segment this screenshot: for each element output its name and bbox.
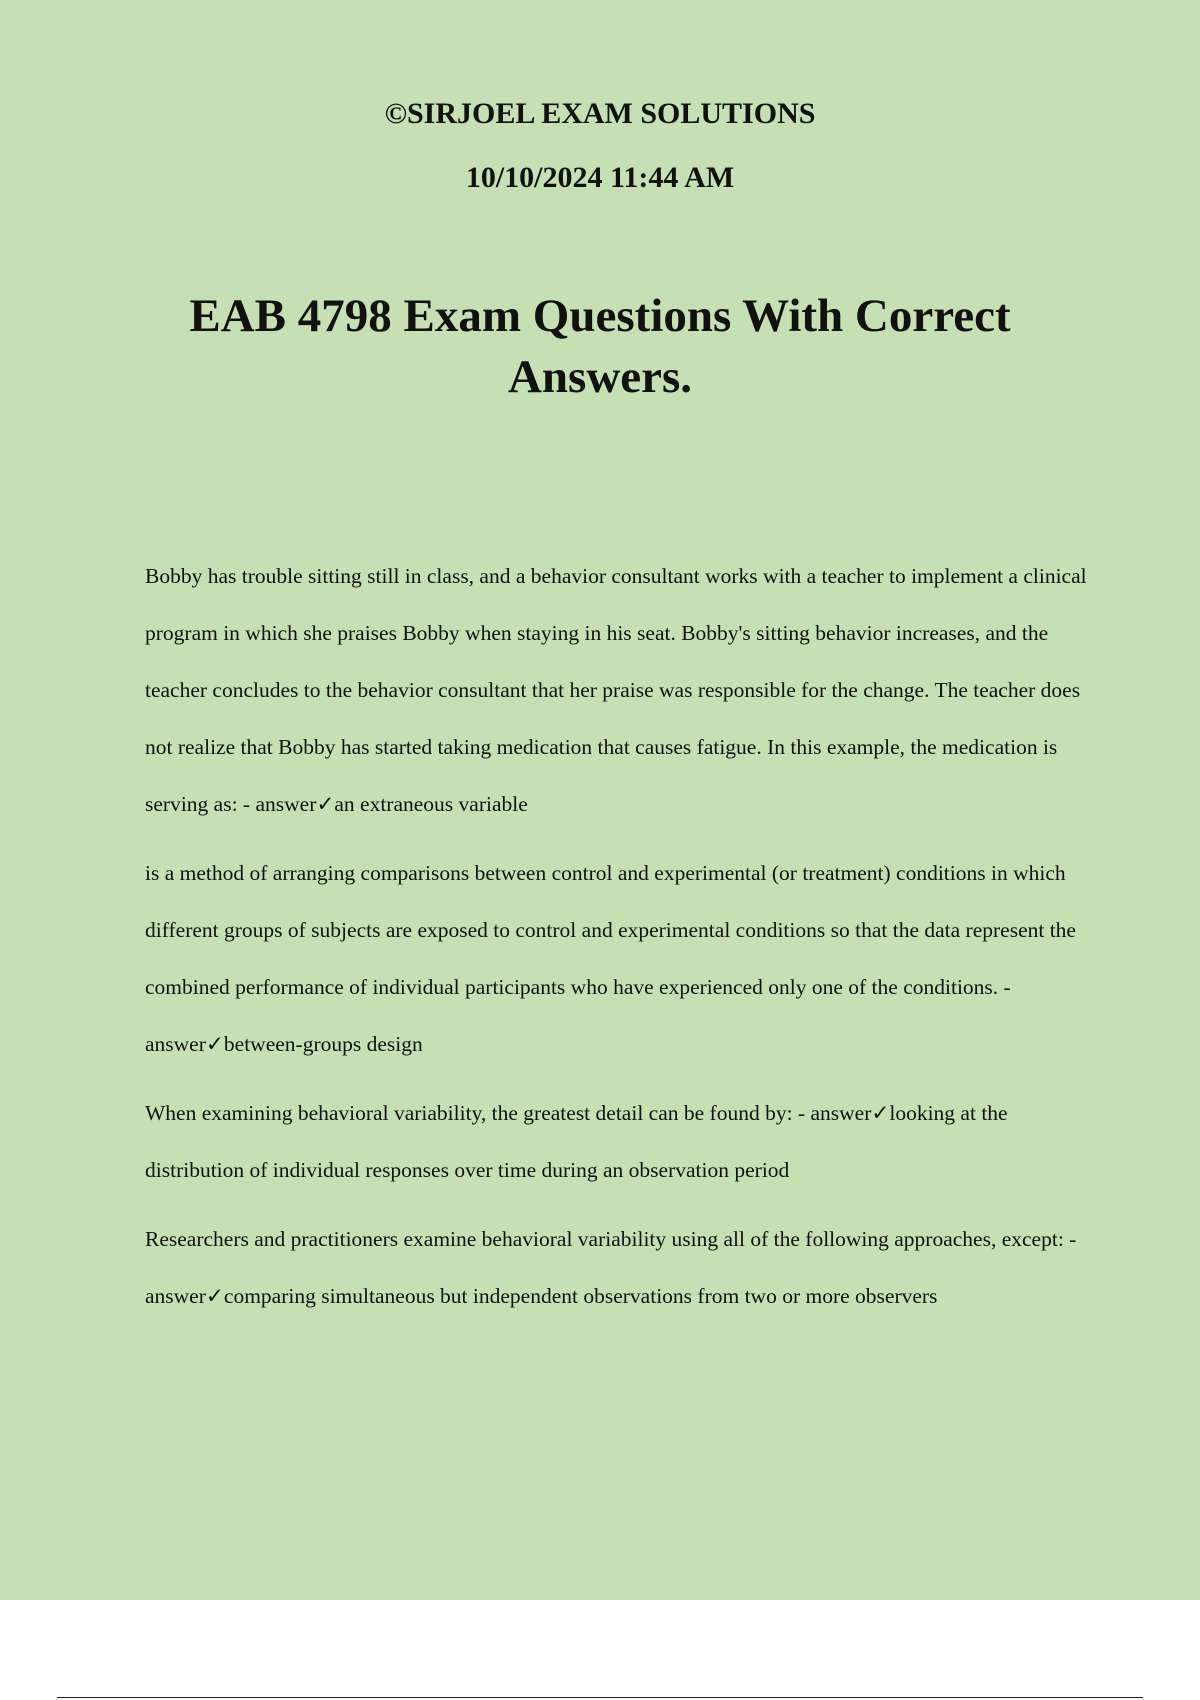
page-title: EAB 4798 Exam Questions With Correct Answers. bbox=[189, 290, 1011, 403]
brand-header: ©SIRJOEL EXAM SOLUTIONS bbox=[384, 97, 816, 130]
timestamp: 10/10/2024 11:44 AM bbox=[465, 161, 735, 194]
question-item: Researchers and practitioners examine behavioral variability using all of the following approaches, except: - answer✓comparing simultaneous but independent observations from two or more observers bbox=[145, 1227, 1077, 1308]
question-list bbox=[145, 548, 1090, 1337]
footer-divider bbox=[57, 1697, 1143, 1698]
question-item: is a method of arranging comparisons between control and experimental (or treatment) conditions in which different groups of subjects are exposed to control and experimental conditions so that the data represent the combined performance of individual participants who have experienced only one of the conditions. - answer✓between-groups design bbox=[145, 861, 1076, 1056]
question-item: Bobby has trouble sitting still in class, and a behavior consultant works with a teacher to implement a clinical program in which she praises Bobby when staying in his seat. Bobby's sitting behavior increases, and the teacher concludes to the behavior consultant that her praise was responsible for the change. The teacher does not realize that Bobby has started taking medication that causes fatigue. In this example, the medication is serving as: - answer✓an extraneous variable bbox=[145, 564, 1087, 816]
question-item: When examining behavioral variability, the greatest detail can be found by: - answer✓looking at the distribution of individual responses over time during an observation period bbox=[145, 1101, 1008, 1182]
